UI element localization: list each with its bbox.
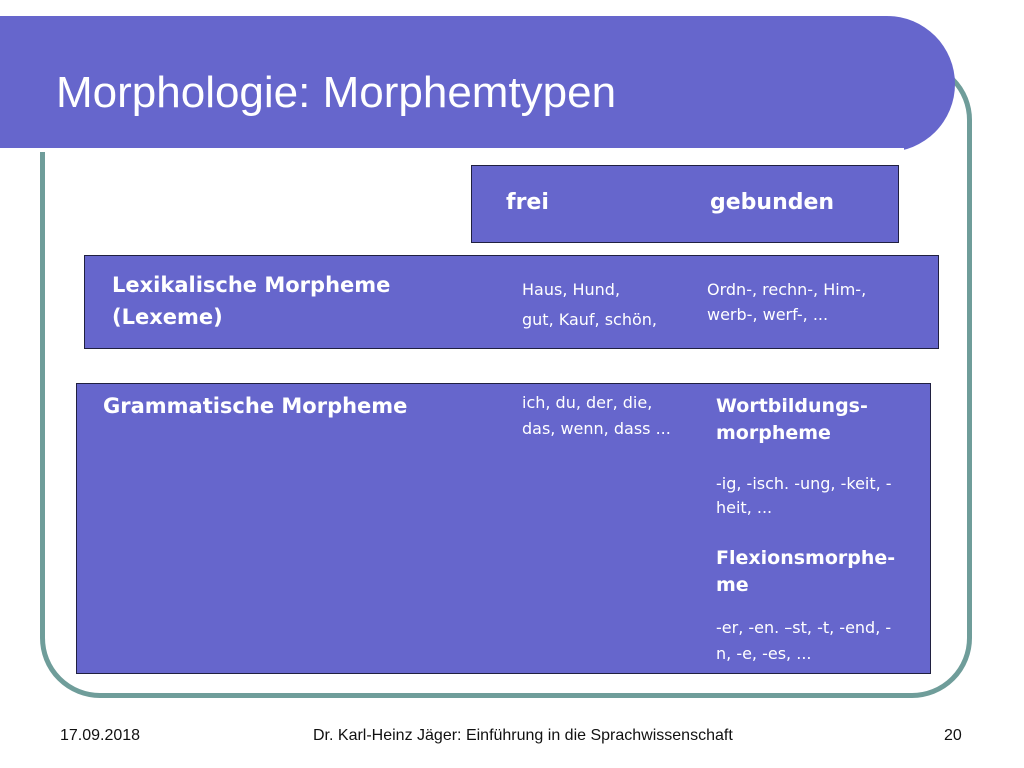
lexical-free-line1: Haus, Hund, bbox=[522, 280, 621, 299]
grammatical-free-line1: ich, du, der, die, bbox=[522, 393, 653, 412]
derivation-title-line2: morpheme bbox=[716, 422, 831, 444]
derivation-examples-line1: -ig, -isch. -ung, -keit, - bbox=[716, 474, 892, 493]
inflection-title-line1: Flexionsmorphe- bbox=[716, 547, 896, 569]
inflection-examples-line2: n, -e, -es, ... bbox=[716, 644, 812, 663]
header-bound: gebunden bbox=[710, 190, 835, 215]
title-rule bbox=[0, 148, 904, 152]
lexical-morphemes-row bbox=[84, 255, 939, 349]
lexical-free-line2: gut, Kauf, schön, bbox=[522, 310, 657, 329]
slide-title: Morphologie: Morphemtypen bbox=[56, 68, 617, 117]
lexical-title-line1: Lexikalische Morpheme bbox=[112, 273, 391, 297]
footer-date: 17.09.2018 bbox=[60, 727, 141, 744]
header-free: frei bbox=[506, 190, 549, 215]
column-header-box bbox=[471, 165, 899, 243]
lexical-bound-line1: Ordn-, rechn-, Him-, bbox=[707, 280, 867, 299]
footer-page-number: 20 bbox=[944, 727, 962, 744]
derivation-examples-line2: heit, ... bbox=[716, 498, 773, 517]
derivation-title-line1: Wortbildungs- bbox=[716, 395, 868, 417]
inflection-title-line2: me bbox=[716, 574, 749, 596]
grammatical-morphemes-row bbox=[76, 383, 931, 674]
grammatical-free-line2: das, wenn, dass ... bbox=[522, 419, 671, 438]
lexical-bound-line2: werb-, werf-, ... bbox=[707, 305, 829, 324]
footer-author: Dr. Karl-Heinz Jäger: Einführung in die Sprachwissenschaft bbox=[313, 727, 733, 744]
lexical-title-line2: (Lexeme) bbox=[112, 305, 223, 329]
title-band bbox=[0, 16, 955, 152]
grammatical-title: Grammatische Morpheme bbox=[103, 394, 408, 418]
inflection-examples-line1: -er, -en. –st, -t, -end, - bbox=[716, 618, 892, 637]
